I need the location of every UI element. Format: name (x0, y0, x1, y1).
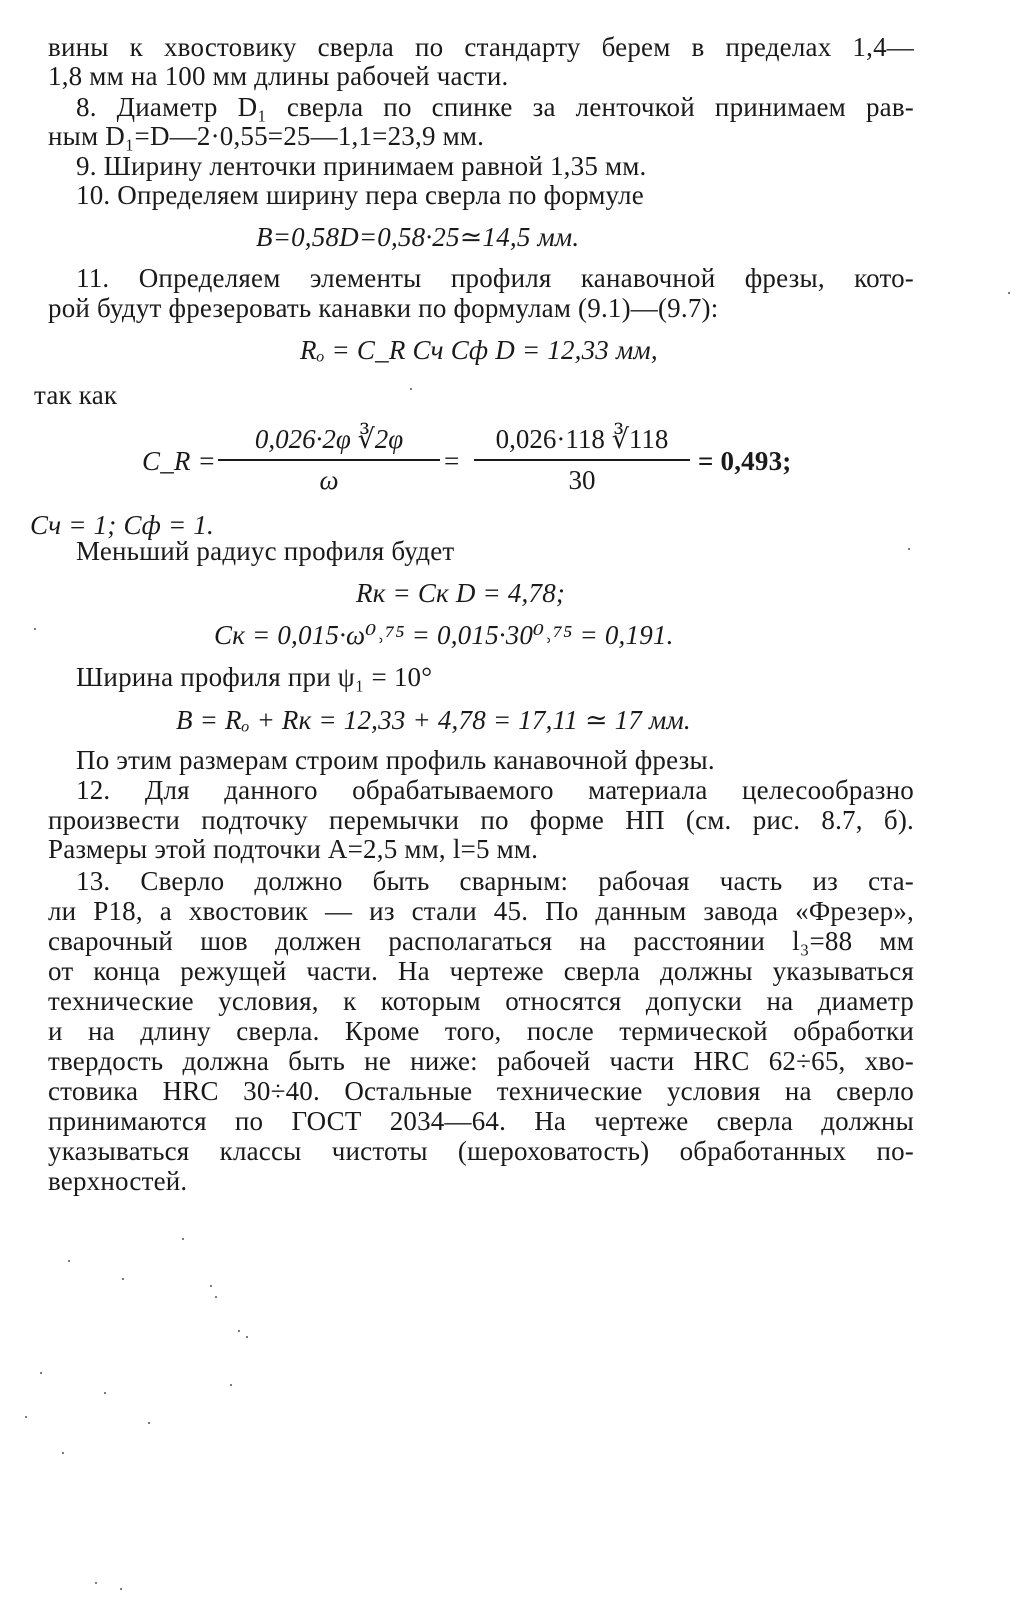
fraction-bar (218, 459, 440, 461)
scan-speck (95, 1582, 97, 1584)
text-line: стовика HRC 30÷40. Остальные технические условия на сверло (48, 1076, 914, 1106)
scan-speck (1008, 292, 1010, 294)
text-line: 10. Определяем ширину пера сверла по формуле (76, 180, 644, 210)
text-line: твердость должна быть не ниже: рабочей части HRC 62÷65, хво- (48, 1046, 914, 1076)
scan-speck (25, 1416, 27, 1418)
text-line: произвести подточку перемычки по форме НП (см. рис. 8.7, б). (48, 805, 914, 835)
text-line: 11. Определяем элементы профиля канавочной фрезы, кото- (76, 263, 914, 293)
text-line: принимаются по ГОСТ 2034—64. На чертеже сверла должны (48, 1106, 914, 1136)
scan-speck (238, 1330, 240, 1332)
text-line: ли Р18, а хвостовик — из стали 45. По данным завода «Фрезер», (48, 896, 914, 926)
scan-speck (62, 1452, 64, 1454)
scan-speck (908, 548, 910, 550)
scan-speck (104, 1392, 106, 1394)
scan-speck (122, 1278, 124, 1280)
fraction-denominator: 30 (568, 465, 596, 495)
text-line: Размеры этой подточки A=2,5 мм, l=5 мм. (48, 834, 539, 864)
formula-line: Rₒ = C_R Cч Cф D = 12,33 мм, (300, 335, 658, 365)
scan-speck (215, 1296, 217, 1298)
fraction-numerator: 0,026·118 ∛118 (495, 424, 669, 454)
text-line: 9. Ширину ленточки принимаем равной 1,35 мм. (76, 151, 647, 181)
text-line: Ширина профиля при ψ₁ = 10° (76, 662, 433, 692)
scan-speck (230, 1384, 232, 1386)
text-line: верхностей. (48, 1166, 188, 1196)
text-line: Меньший радиус профиля будет (76, 536, 455, 566)
text-line: 8. Диаметр D₁ сверла по спинке за ленточкой принимаем рав- (76, 92, 914, 122)
formula-line: Cк = 0,015·ω⁰˒⁷⁵ = 0,015·30⁰˒⁷⁵ = 0,191. (214, 620, 674, 650)
formula-rhs: = 0,493; (698, 446, 792, 476)
fraction-numerator: 0,026·2φ ∛2φ (254, 424, 404, 454)
scan-speck (210, 1285, 212, 1287)
text-line: указываться классы чистоты (шероховатость) обработанных по- (48, 1136, 914, 1166)
formula-line: Rк = Cк D = 4,78; (356, 578, 566, 608)
formula-line: B = Rₒ + Rк = 12,33 + 4,78 = 17,11 ≃ 17 мм. (176, 705, 691, 735)
formula-line: Cч = 1; Cф = 1. (30, 510, 214, 540)
scan-speck (34, 628, 36, 630)
scan-speck (410, 388, 412, 390)
formula-lhs: C_R = (142, 446, 216, 476)
text-line: вины к хвостовику сверла по стандарту берем в пределах 1,4— (48, 32, 914, 62)
text-line: рой будут фрезеровать канавки по формулам (9.1)—(9.7): (48, 293, 719, 323)
text-line: ным D₁=D—2·0,55=25—1,1=23,9 мм. (48, 121, 485, 151)
text-line: так как (34, 380, 118, 410)
scan-speck (40, 1372, 42, 1374)
fraction-bar (474, 459, 690, 461)
fraction-denominator: ω (319, 465, 339, 495)
text-line: 1,8 мм на 100 мм длины рабочей части. (48, 61, 509, 91)
formula-equals: = (444, 446, 460, 476)
text-line: и на длину сверла. Кроме того, после термической обработки (48, 1016, 914, 1046)
text-line: сварочный шов должен располагаться на расстоянии l₃=88 мм (48, 926, 914, 956)
text-line: технические условия, к которым относятся допуски на диаметр (48, 986, 914, 1016)
text-line: 12. Для данного обрабатываемого материала целесообразно (76, 775, 914, 805)
text-line: от конца режущей части. На чертеже сверла должны указываться (48, 956, 914, 986)
text-line: 13. Сверло должно быть сварным: рабочая часть из ста- (76, 866, 914, 896)
formula-line: B=0,58D=0,58·25≃14,5 мм. (256, 222, 580, 252)
scan-speck (120, 1588, 122, 1590)
scan-speck (68, 1260, 70, 1262)
scan-speck (246, 1336, 248, 1338)
scan-speck (148, 1422, 150, 1424)
text-line: По этим размерам строим профиль канавочной фрезы. (76, 745, 715, 775)
scan-speck (182, 1238, 184, 1240)
